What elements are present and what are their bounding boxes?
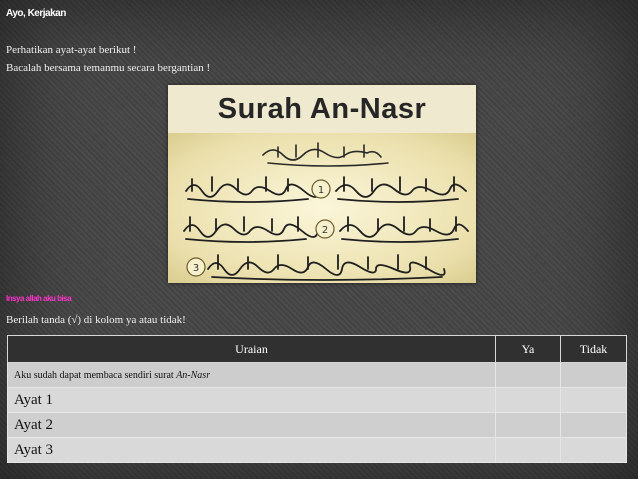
arabic-verses	[168, 133, 476, 283]
header-ya: Ya	[496, 336, 561, 363]
table-row	[8, 363, 627, 388]
checklist-table	[7, 335, 627, 463]
table-instruction: Berilah tanda (√) di kolom ya atau tidak!	[6, 314, 186, 326]
cell-ya-checkbox[interactable]	[496, 388, 561, 413]
cell-ya-checkbox[interactable]	[496, 363, 561, 388]
instruction-line-2: Bacalah bersama temanmu secara bergantian !	[6, 62, 211, 74]
table-row	[8, 413, 627, 438]
cell-uraian	[8, 363, 496, 388]
cell-tidak-checkbox[interactable]	[561, 363, 627, 388]
encouragement-note: Insya allah aku bisa	[6, 294, 72, 303]
surah-title: Surah An-Nasr	[168, 85, 476, 133]
cell-uraian: Ayat 3	[8, 438, 496, 463]
table-header-row	[8, 336, 627, 363]
cell-tidak-checkbox[interactable]	[561, 413, 627, 438]
verse-number-1: 1	[317, 185, 325, 196]
verse-number-3: 3	[192, 263, 200, 274]
basmala	[263, 143, 388, 166]
uraian-surah-name: An-Nasr	[176, 369, 211, 381]
cell-uraian: Ayat 2	[8, 413, 496, 438]
verse-number-2: 2	[321, 225, 329, 236]
instruction-line-1: Perhatikan ayat-ayat berikut !	[6, 44, 137, 56]
cell-ya-checkbox[interactable]	[496, 413, 561, 438]
cell-tidak-checkbox[interactable]	[561, 388, 627, 413]
header-tidak: Tidak	[561, 336, 627, 363]
cell-uraian: Ayat 1	[8, 388, 496, 413]
cell-tidak-checkbox[interactable]	[561, 438, 627, 463]
header-uraian: Uraian	[8, 336, 496, 363]
uraian-text: Aku sudah dapat membaca sendiri surat	[14, 369, 177, 381]
table-row	[8, 388, 627, 413]
slide-heading: Ayo, Kerjakan	[6, 8, 66, 19]
surah-image	[168, 85, 476, 283]
verse-line-3	[208, 255, 445, 280]
table-row	[8, 438, 627, 463]
cell-ya-checkbox[interactable]	[496, 438, 561, 463]
